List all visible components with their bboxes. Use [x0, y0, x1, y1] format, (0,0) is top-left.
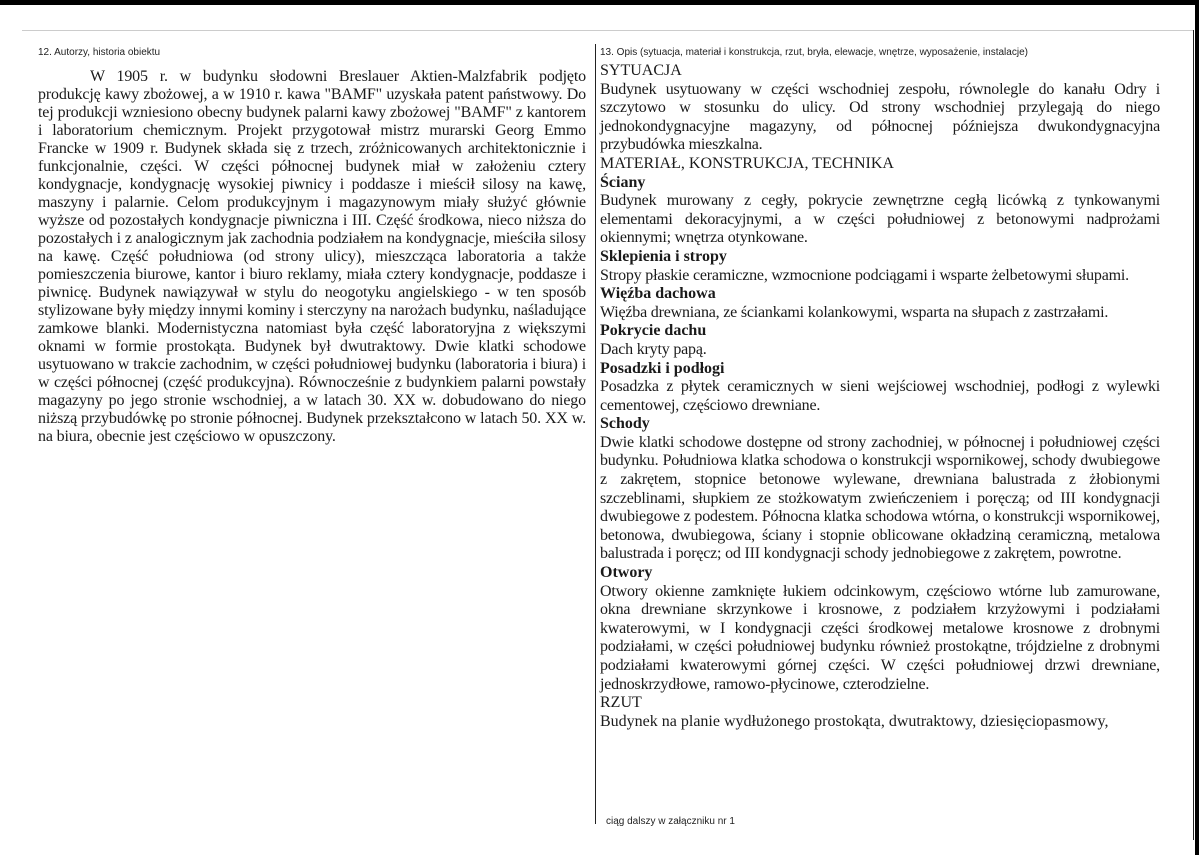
section-12-label: 12. Autorzy, historia obiektu [38, 47, 161, 58]
scan-border-right [1195, 0, 1199, 855]
sciany-heading: Ściany [600, 173, 646, 191]
sklepienia-text: Stropy płaskie ceramiczne, wzmocnione podciągami i wsparte żelbetowymi słupami. [600, 266, 1129, 284]
form-frame-right [1193, 30, 1194, 840]
sytuacja-heading: SYTUACJA [600, 62, 682, 79]
sytuacja-text: Budynek usytuowany w części wschodniej zespołu, równolegle do kanału Odry i szczytowo w stosunku do ulicy. Od strony wschodniej przylegają do niego jednokondygnacyjne magazyny, od północnej późniejsza dwukondygnacyjna przybudówka mieszkalna. [600, 80, 1160, 154]
history-text: W 1905 r. w budynku słodowni Breslauer Aktien-Malzfabrik podjęto produkcję kawy zbożowej, a w 1910 r. kawa "BAMF" uzyskała patent państwowy. Do tej produkcji wzniesiono obecny budynek palarni kawy zbożowej "BAMF" z kantorem i laboratorium chemicznym. Projekt przygotował mistrz murarski Georg Emmo Francke w 1909 r. Budynek składa się z trzech, zróżnicowanych architektonicznie i funkcjonalnie, części. W części północnej budynek miał w założeniu cztery kondygnacje, kondygnację wysokiej piwnicy i poddasze i mieścił silosy na kawę, maszyny i palarnie. Celom produkcyjnym i magazynowym miały służyć głównie wyższe od pozostałych kondygnacje piwniczna i III. Część środkowa, nieco niższa do pozostałych i z analogicznym jak zachodnia podziałem na kondygnacje, mieściła silosy na kawę. Część południowa (od strony ulicy), mieszcząca laboratoria a także pomieszczenia biurowe, kantor i biuro reklamy, miała cztery kondygnacje, poddasze i piwnicę. Budynek nawiązywał w stylu do neogotyku angielskiego - w ten sposób stylizowane były między innymi kominy i sterczyny na narożach budynku, naśladujące zamkowe blanki. Modernistyczna natomiast była część laboratoryjna z większymi oknami w formie prostokąta. Budynek był dwutraktowy. Dwie klatki schodowe usytuowano w trakcie zachodnim, w części południowej budynku (laboratoria i biura) i w części północnej (część produkcyjna). Równocześnie z budynkiem palarni powstały magazyny po jego stronie wschodniej, a w latach 30. XX w. dobudowano do niego niższą przybudówkę po stronie północnej. Budynek przekształcono w latach 50. XX w. na biura, obecnie jest częściowo w opuszczony. [38, 68, 586, 445]
section-13-label: 13. Opis (sytuacja, materiał i konstrukcja, rzut, bryła, elewacje, wnętrze, wyposażenie, instalacje) [600, 47, 1028, 58]
wiezba-heading: Więźba dachowa [600, 285, 716, 303]
sciany-text: Budynek murowany z cegły, pokrycie zewnętrzne cegłą licówką z tynkowanymi elementami dekoracyjnymi, a w części południowej z betonowymi nadprożami okiennymi; wnętrza otynkowane. [600, 192, 1160, 247]
form-frame-top [22, 30, 1193, 31]
rzut-heading: RZUT [600, 694, 642, 712]
history-section [38, 46, 586, 446]
continuation-note: ciąg dalszy w załączniku nr 1 [606, 816, 735, 827]
otwory-text: Otwory okienne zamknięte łukiem odcinkowym, częściowo wtórne lub zamurowane, okna drewniane skrzynkowe i krosnowe, z podziałem krzyżowymi i podziałami kwaterowymi, w I kondygnacji części środkowej metalowe krosnowe z drobnymi podziałami, w części południowej budynku również prostokątne, trójdzielne z drobnymi podziałami kwaterowymi górnej części. W części południowej drzwi drewniane, jednoskrzydłowe, ramowo-płycinowe, czterodzielne. [600, 582, 1160, 693]
wiezba-text: Więźba drewniana, ze ściankami kolankowymi, wsparta na słupach z zastrzałami. [600, 303, 1109, 321]
description-section [600, 46, 1160, 731]
scan-border-top [0, 0, 1199, 5]
sklepienia-heading: Sklepienia i stropy [600, 247, 727, 265]
posadzki-heading: Posadzki i podłogi [600, 359, 725, 377]
rzut-text: Budynek na planie wydłużonego prostokąta, dwutraktowy, dziesięciopasmowy, [600, 712, 1109, 730]
schody-heading: Schody [600, 415, 650, 433]
column-divider [595, 44, 596, 824]
material-heading: MATERIAŁ, KONSTRUKCJA, TECHNIKA [600, 154, 894, 172]
pokrycie-heading: Pokrycie dachu [600, 322, 707, 340]
posadzki-text: Posadzka z płytek ceramicznych w sieni wejściowej wschodniej, podłogi z wylewki cementowej, częściowo drewniane. [600, 378, 1160, 414]
otwory-heading: Otwory [600, 564, 653, 582]
schody-text: Dwie klatki schodowe dostępne od strony zachodniej, w północnej i południowej części budynku. Południowa klatka schodowa o konstrukcji wspornikowej, schody dwubiegowe z zakrętem, stopnice betonowe wylewane, drewniana balustrada z żłobionymi szczeblinami, słupkiem ze stożkowatym zwieńczeniem i poręczą; od III kondygnacji dwubiegowe z podestem. Północna klatka schodowa wtórna, o konstrukcji wspornikowej, betonowa, dwubiegowa, ściany i stopnie oblicowane okładziną ceramiczną, metalowa balustrada i poręcz; od III kondygnacji schody jednobiegowe z zakrętem, powrotne. [600, 433, 1160, 563]
pokrycie-text: Dach kryty papą. [600, 340, 707, 358]
